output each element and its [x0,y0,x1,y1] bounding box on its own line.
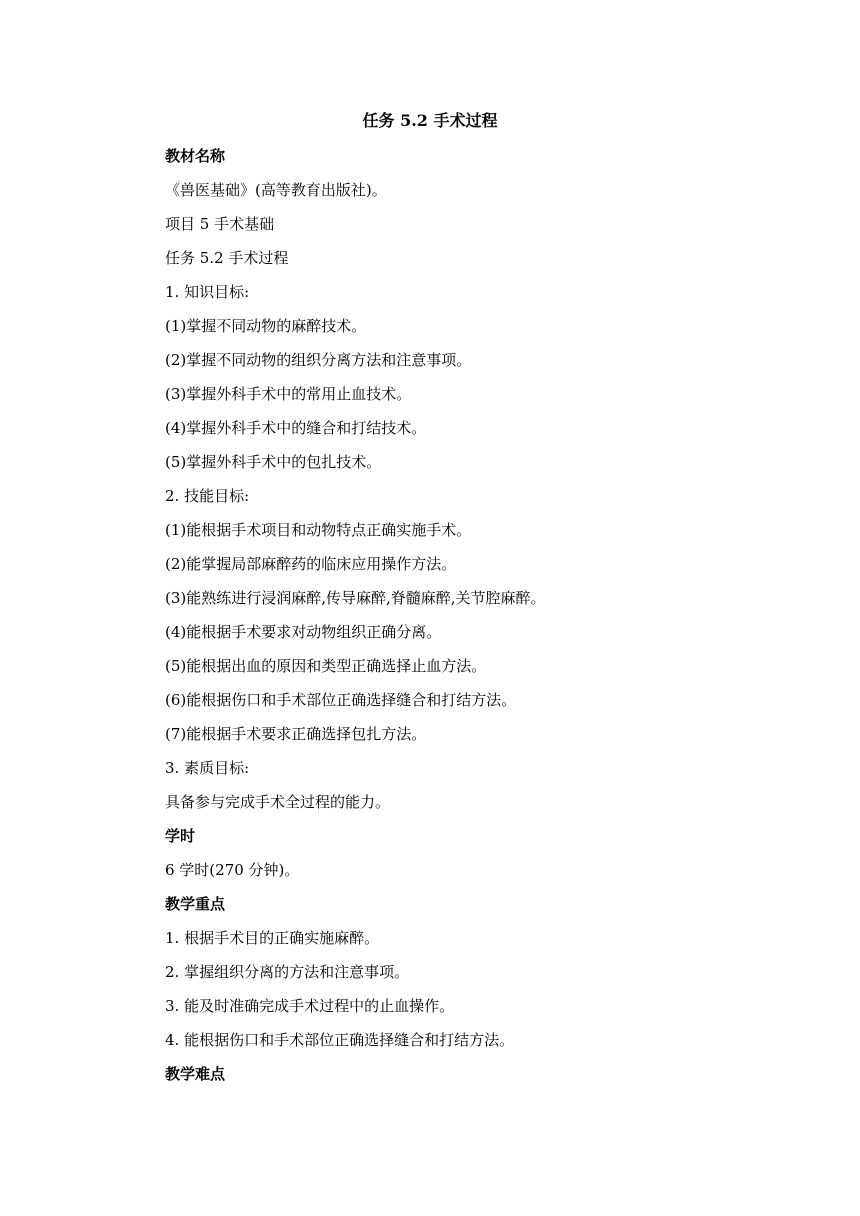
knowledge-goal-item: (3)掌握外科手术中的常用止血技术。 [165,385,412,403]
key-points-heading: 教学重点 [165,895,226,913]
hours-heading: 学时 [165,827,196,845]
knowledge-goal-item: (1)掌握不同动物的麻醉技术。 [165,317,367,335]
skill-goal-item: (3)能熟练进行浸润麻醉,传导麻醉,脊髓麻醉,关节腔麻醉。 [165,589,546,607]
key-point-item: 1. 根据手术目的正确实施麻醉。 [165,929,380,947]
key-point-item: 3. 能及时准确完成手术过程中的止血操作。 [165,997,455,1015]
skill-goal-item: (4)能根据手术要求对动物组织正确分离。 [165,623,442,641]
skill-goal-heading: 2. 技能目标: [165,487,250,505]
difficulties-heading: 教学难点 [165,1065,226,1083]
key-point-item: 2. 掌握组织分离的方法和注意事项。 [165,963,410,981]
textbook-name: 《兽医基础》(高等教育出版社)。 [165,181,387,199]
quality-goal-text: 具备参与完成手术全过程的能力。 [165,793,391,811]
knowledge-goal-heading: 1. 知识目标: [165,283,250,301]
skill-goal-item: (1)能根据手术项目和动物特点正确实施手术。 [165,521,472,539]
key-point-item: 4. 能根据伤口和手术部位正确选择缝合和打结方法。 [165,1031,515,1049]
knowledge-goal-item: (4)掌握外科手术中的缝合和打结技术。 [165,419,427,437]
skill-goal-item: (2)能掌握局部麻醉药的临床应用操作方法。 [165,555,457,573]
knowledge-goal-item: (5)掌握外科手术中的包扎技术。 [165,453,382,471]
hours-text: 6 学时(270 分钟)。 [165,861,300,879]
skill-goal-item: (6)能根据伤口和手术部位正确选择缝合和打结方法。 [165,691,517,709]
task-line: 任务 5.2 手术过程 [165,249,289,267]
document-title: 任务 5.2 手术过程 [362,111,498,130]
project-line: 项目 5 手术基础 [165,215,275,233]
textbook-heading: 教材名称 [165,147,226,165]
skill-goal-item: (5)能根据出血的原因和类型正确选择止血方法。 [165,657,487,675]
skill-goal-item: (7)能根据手术要求正确选择包扎方法。 [165,725,427,743]
knowledge-goal-item: (2)掌握不同动物的组织分离方法和注意事项。 [165,351,472,369]
quality-goal-heading: 3. 素质目标: [165,759,250,777]
